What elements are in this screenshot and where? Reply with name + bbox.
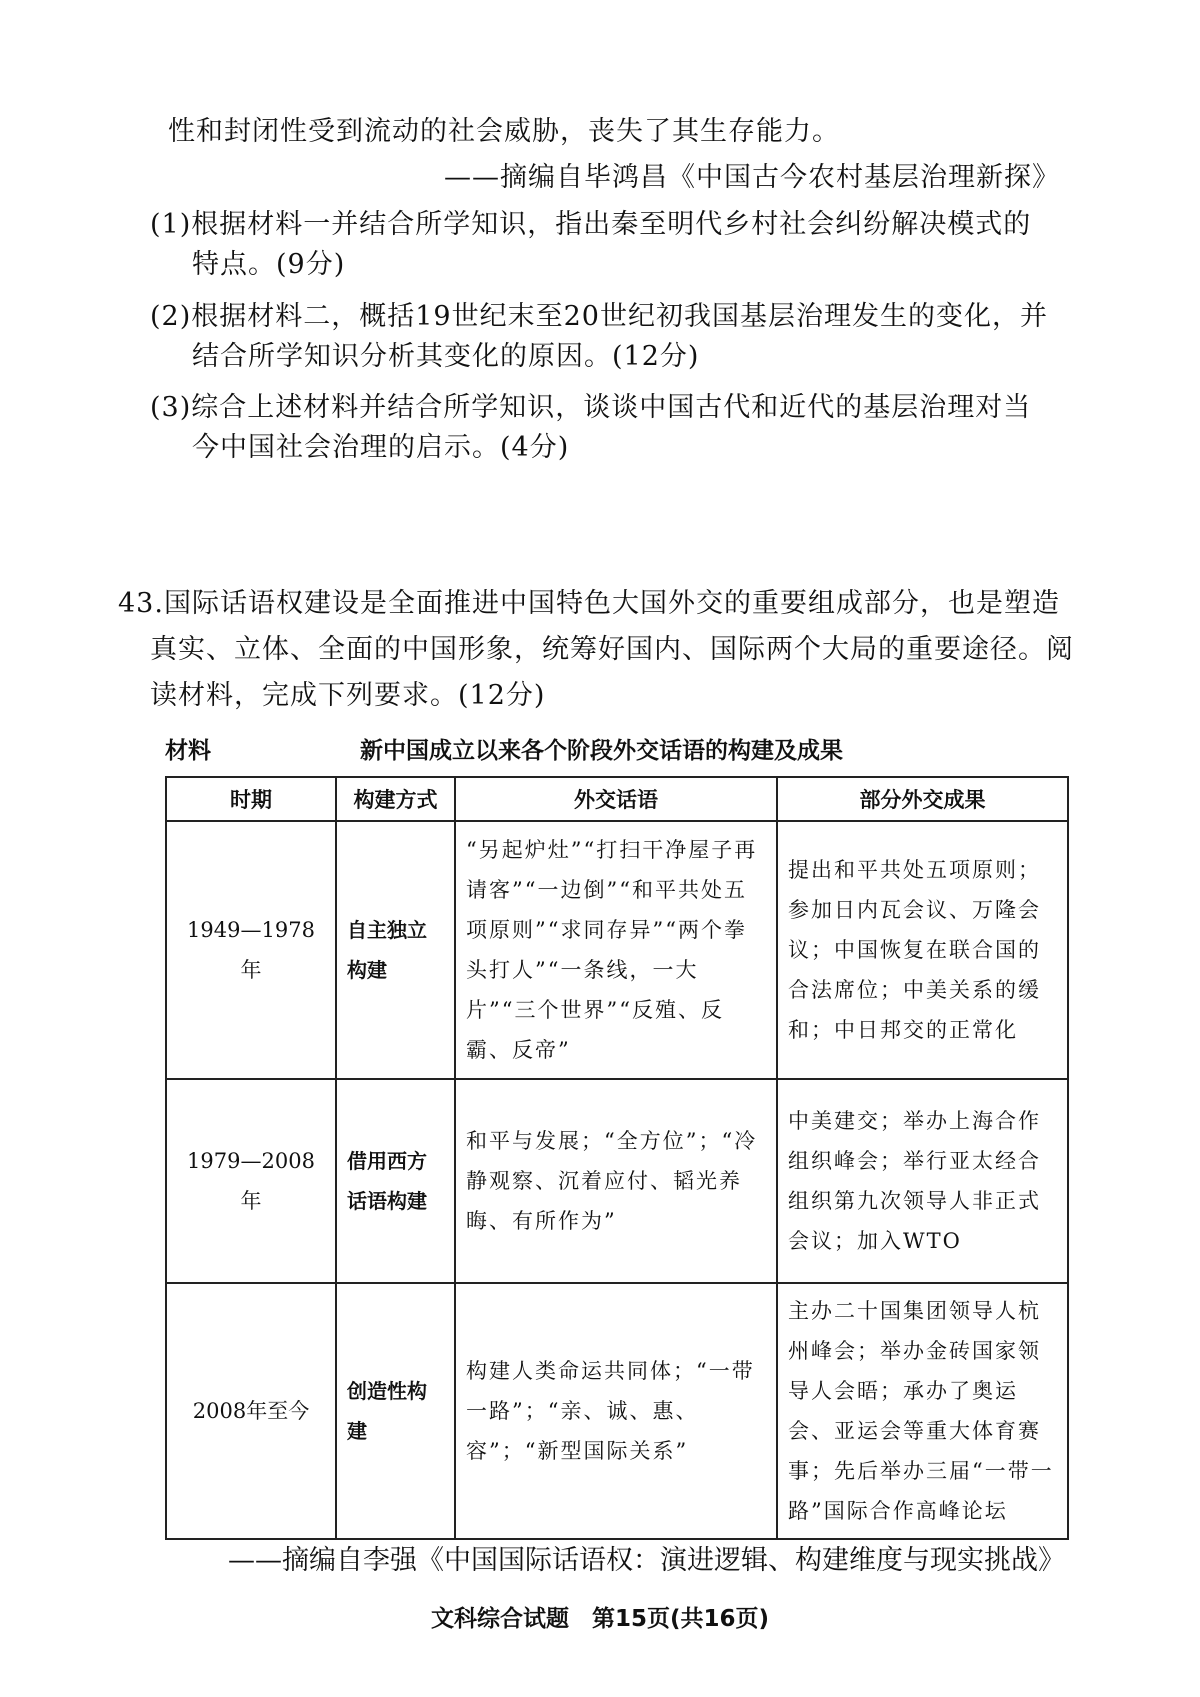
source-citation: ——摘编自毕鸿昌《中国古今农村基层治理新探》 [444, 162, 1060, 193]
method-cell: 自主独立构建 [336, 821, 455, 1079]
question-42-3-line1: (3)综合上述材料并结合所学知识，谈谈中国古代和近代的基层治理对当 [150, 392, 1032, 423]
discourse-cell: “另起炉灶”“打扫干净屋子再请客”“一边倒”“和平共处五项原则”“求同存异”“两个拳头打人”“一条线，一大片”“三个世界”“反殖、反霸、反帝” [455, 821, 777, 1079]
page-footer: 文科综合试题 第15页(共16页) [430, 1606, 770, 1632]
question-43-line2: 真实、立体、全面的中国形象，统筹好国内、国际两个大局的重要途径。阅 [150, 634, 1074, 665]
diplomacy-table [165, 776, 1069, 1540]
discourse-cell: 和平与发展；“全方位”；“冷静观察、沉着应付、韬光养晦、有所作为” [455, 1079, 777, 1283]
question-42-2-line2: 结合所学知识分析其变化的原因。(12分) [192, 341, 700, 372]
period-cell: 1949—1978年 [166, 821, 336, 1079]
results-cell: 提出和平共处五项原则；参加日内瓦会议、万隆会议；中国恢复在联合国的合法席位；中美关系的缓和；中日邦交的正常化 [777, 821, 1068, 1079]
results-cell: 主办二十国集团领导人杭州峰会；举办金砖国家领导人会晤；承办了奥运会、亚运会等重大体育赛事；先后举办三届“一带一路”国际合作高峰论坛 [777, 1283, 1068, 1539]
question-42-3-line2: 今中国社会治理的启示。(4分) [192, 432, 570, 463]
table-row [166, 821, 1068, 1079]
question-42-2-line1: (2)根据材料二，概括19世纪末至20世纪初我国基层治理发生的变化，并 [150, 301, 1048, 332]
column-header: 部分外交成果 [777, 777, 1068, 821]
source-citation: ——摘编自李强《中国国际话语权：演进逻辑、构建维度与现实挑战》 [228, 1545, 1065, 1576]
period-cell: 1979—2008年 [166, 1079, 336, 1283]
column-header: 外交话语 [455, 777, 777, 821]
question-42-1-line2: 特点。(9分) [192, 249, 346, 280]
table-row [166, 1283, 1068, 1539]
question-42-1-line1: (1)根据材料一并结合所学知识，指出秦至明代乡村社会纠纷解决模式的 [150, 209, 1032, 240]
paragraph-line: 性和封闭性受到流动的社会威胁，丧失了其生存能力。 [168, 116, 840, 147]
material-label: 材料 [165, 738, 211, 764]
method-cell: 创造性构建 [336, 1283, 455, 1539]
table-title: 新中国成立以来各个阶段外交话语的构建及成果 [360, 738, 843, 764]
method-cell: 借用西方话语构建 [336, 1079, 455, 1283]
table-row [166, 1079, 1068, 1283]
question-43-line3: 读材料，完成下列要求。(12分) [150, 680, 546, 711]
period-cell: 2008年至今 [166, 1283, 336, 1539]
results-cell: 中美建交；举办上海合作组织峰会；举行亚太经合组织第九次领导人非正式会议；加入WTO [777, 1079, 1068, 1283]
column-header: 构建方式 [336, 777, 455, 821]
table-header-row [166, 777, 1068, 821]
question-43-line1: 43.国际话语权建设是全面推进中国特色大国外交的重要组成部分，也是塑造 [118, 588, 1060, 619]
discourse-cell: 构建人类命运共同体；“一带一路”；“亲、诚、惠、容”；“新型国际关系” [455, 1283, 777, 1539]
column-header: 时期 [166, 777, 336, 821]
